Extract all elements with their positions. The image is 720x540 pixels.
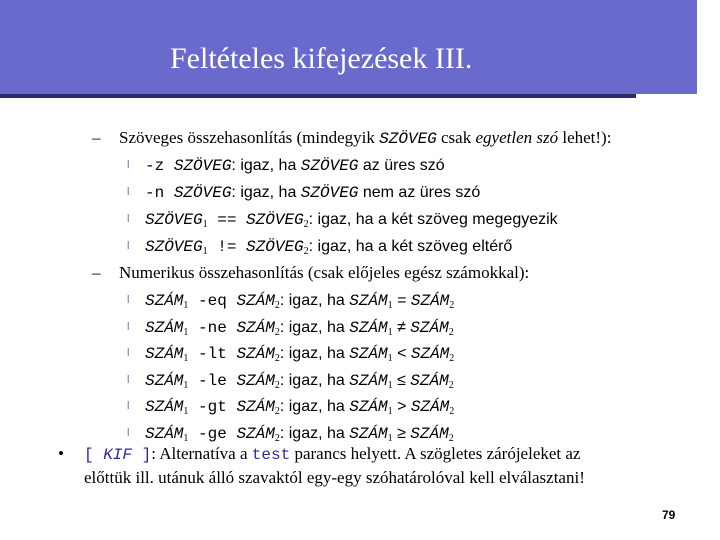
text: Szöveges összehasonlítás (mindegyik bbox=[119, 128, 380, 147]
subscript: 2 bbox=[274, 326, 280, 338]
arg: SZÁM bbox=[145, 345, 184, 363]
header-rule bbox=[0, 94, 636, 98]
subscript: 2 bbox=[274, 406, 280, 417]
subscript: 1 bbox=[202, 246, 208, 257]
arg: SZÖVEG bbox=[173, 157, 232, 175]
list-item bbox=[127, 316, 454, 340]
subpoint-numeric-comparison bbox=[92, 262, 529, 284]
subscript: 1 bbox=[202, 219, 208, 230]
command: test bbox=[251, 446, 291, 464]
text: : igaz, ha a két szöveg eltérő bbox=[308, 238, 513, 255]
operator: -n bbox=[145, 184, 165, 202]
text: : Alternatíva a bbox=[151, 444, 252, 463]
arg: SZÁM bbox=[349, 345, 388, 363]
list-item bbox=[127, 208, 558, 232]
subscript: 1 bbox=[387, 353, 393, 364]
operator: -gt bbox=[198, 398, 227, 416]
subscript: 2 bbox=[303, 219, 309, 230]
emph: egyetlen szó bbox=[475, 128, 559, 147]
arg: SZÖVEG bbox=[145, 238, 203, 256]
text: : igaz, ha bbox=[231, 184, 301, 201]
arg: SZÖVEG bbox=[300, 157, 359, 175]
arg: SZÁM bbox=[236, 424, 275, 443]
operator: -z bbox=[145, 157, 165, 175]
dash-marker: – bbox=[92, 263, 101, 282]
arg: SZÁM bbox=[349, 318, 388, 337]
bullet-item-continuation bbox=[84, 467, 585, 489]
list-item bbox=[127, 181, 480, 205]
subscript: 2 bbox=[448, 326, 454, 338]
text: : igaz, ha bbox=[279, 292, 350, 309]
arg: SZÁM bbox=[410, 345, 450, 363]
bullet-icon: l bbox=[127, 373, 130, 386]
subscript: 1 bbox=[387, 326, 393, 338]
arg: SZÁM bbox=[145, 292, 184, 310]
bullet-icon: l bbox=[127, 294, 130, 306]
subscript: 2 bbox=[274, 379, 280, 391]
text: : igaz, ha bbox=[231, 157, 301, 174]
arg: SZÖVEG bbox=[246, 211, 304, 229]
bullet-icon: l bbox=[127, 347, 130, 359]
list-item bbox=[127, 154, 445, 178]
text: Numerikus összehasonlítás (csak előjeles egész számokkal): bbox=[119, 263, 530, 282]
relation: > bbox=[392, 398, 411, 415]
operator: != bbox=[217, 238, 237, 256]
operator: -lt bbox=[198, 345, 227, 363]
text: : igaz, ha bbox=[279, 424, 350, 442]
subscript: 1 bbox=[183, 379, 189, 391]
bullet-icon: l bbox=[127, 159, 130, 171]
arg: SZÁM bbox=[349, 424, 388, 443]
list-item bbox=[127, 289, 454, 313]
subscript: 2 bbox=[274, 432, 280, 444]
subscript: 2 bbox=[274, 353, 280, 364]
text: : igaz, ha bbox=[279, 398, 350, 415]
operator: -eq bbox=[198, 292, 227, 310]
bullet-icon: l bbox=[127, 400, 130, 412]
bracket: [ bbox=[84, 446, 104, 464]
operator: -ne bbox=[198, 318, 227, 337]
text: : igaz, ha a két szöveg megegyezik bbox=[308, 211, 558, 228]
subscript: 1 bbox=[387, 406, 393, 417]
text: lehet!): bbox=[558, 128, 612, 147]
subscript: 1 bbox=[183, 353, 189, 364]
arg: SZÁM bbox=[349, 371, 388, 390]
arg: SZÁM bbox=[410, 371, 449, 390]
arg: SZÁM bbox=[236, 292, 275, 310]
text: előttük ill. utánuk álló szavaktól egy-egy szóhatárolóval kell elválasztani! bbox=[84, 468, 585, 487]
subscript: 2 bbox=[449, 353, 455, 364]
slide-header bbox=[0, 0, 720, 102]
text: csak bbox=[436, 128, 476, 147]
arg: SZÁM bbox=[145, 398, 184, 416]
operator: -le bbox=[198, 371, 227, 390]
arg: SZÖVEG bbox=[300, 184, 359, 202]
arg: SZÖVEG bbox=[173, 184, 232, 202]
arg: SZÖVEG bbox=[246, 238, 304, 256]
arg: SZÁM bbox=[349, 292, 388, 310]
subscript: 2 bbox=[448, 379, 454, 391]
relation: = bbox=[392, 292, 411, 309]
text: : igaz, ha bbox=[279, 318, 350, 336]
bullet-icon: l bbox=[127, 320, 130, 333]
arg: SZÖVEG bbox=[379, 130, 437, 148]
slide-title: Feltételes kifejezések III. bbox=[170, 42, 473, 75]
text: : igaz, ha bbox=[279, 345, 350, 362]
arg: SZÁM bbox=[236, 398, 275, 416]
relation: ≠ bbox=[392, 318, 411, 336]
subscript: 1 bbox=[183, 432, 189, 444]
dash-marker: – bbox=[92, 128, 101, 147]
subpoint-string-comparison bbox=[92, 127, 611, 150]
text: nem az üres szó bbox=[358, 184, 481, 201]
bracket: ] bbox=[132, 446, 152, 464]
arg: SZÁM bbox=[236, 318, 275, 337]
list-item bbox=[127, 369, 454, 393]
arg: SZÁM bbox=[145, 371, 184, 390]
arg: SZÖVEG bbox=[145, 211, 203, 229]
operator: == bbox=[217, 211, 237, 229]
subscript: 2 bbox=[449, 300, 455, 311]
list-item bbox=[127, 422, 454, 446]
arg: KIF bbox=[103, 446, 133, 464]
text: : igaz, ha bbox=[279, 371, 350, 389]
bullet-icon: l bbox=[127, 240, 130, 252]
relation: ≤ bbox=[392, 371, 411, 389]
subscript: 1 bbox=[387, 300, 393, 311]
bullet-icon: l bbox=[127, 186, 130, 198]
relation: < bbox=[392, 345, 411, 362]
arg: SZÁM bbox=[410, 318, 449, 337]
bullet-icon: • bbox=[58, 444, 64, 463]
list-item bbox=[127, 342, 454, 366]
operator: -ge bbox=[198, 424, 227, 443]
text: parancs helyett. A szögletes zárójeleket az bbox=[290, 444, 581, 463]
arg: SZÁM bbox=[236, 371, 275, 390]
arg: SZÁM bbox=[349, 398, 388, 416]
subscript: 2 bbox=[449, 406, 455, 417]
bullet-icon: l bbox=[127, 213, 130, 225]
subscript: 1 bbox=[183, 300, 189, 311]
subscript: 1 bbox=[387, 432, 393, 444]
subscript: 2 bbox=[274, 300, 280, 311]
subscript: 2 bbox=[448, 432, 454, 444]
subscript: 2 bbox=[303, 246, 309, 257]
text: az üres szó bbox=[358, 157, 445, 174]
subscript: 1 bbox=[183, 406, 189, 417]
arg: SZÁM bbox=[410, 398, 450, 416]
page-number: 79 bbox=[662, 508, 676, 522]
bullet-item-kif bbox=[58, 443, 580, 466]
subscript: 1 bbox=[387, 379, 393, 391]
arg: SZÁM bbox=[236, 345, 275, 363]
arg: SZÁM bbox=[410, 424, 449, 443]
list-item bbox=[127, 235, 512, 259]
arg: SZÁM bbox=[410, 292, 450, 310]
bullet-icon: l bbox=[127, 426, 130, 439]
subscript: 1 bbox=[183, 326, 189, 338]
list-item bbox=[127, 395, 454, 419]
relation: ≥ bbox=[392, 424, 411, 442]
arg: SZÁM bbox=[145, 424, 184, 443]
arg: SZÁM bbox=[145, 318, 184, 337]
